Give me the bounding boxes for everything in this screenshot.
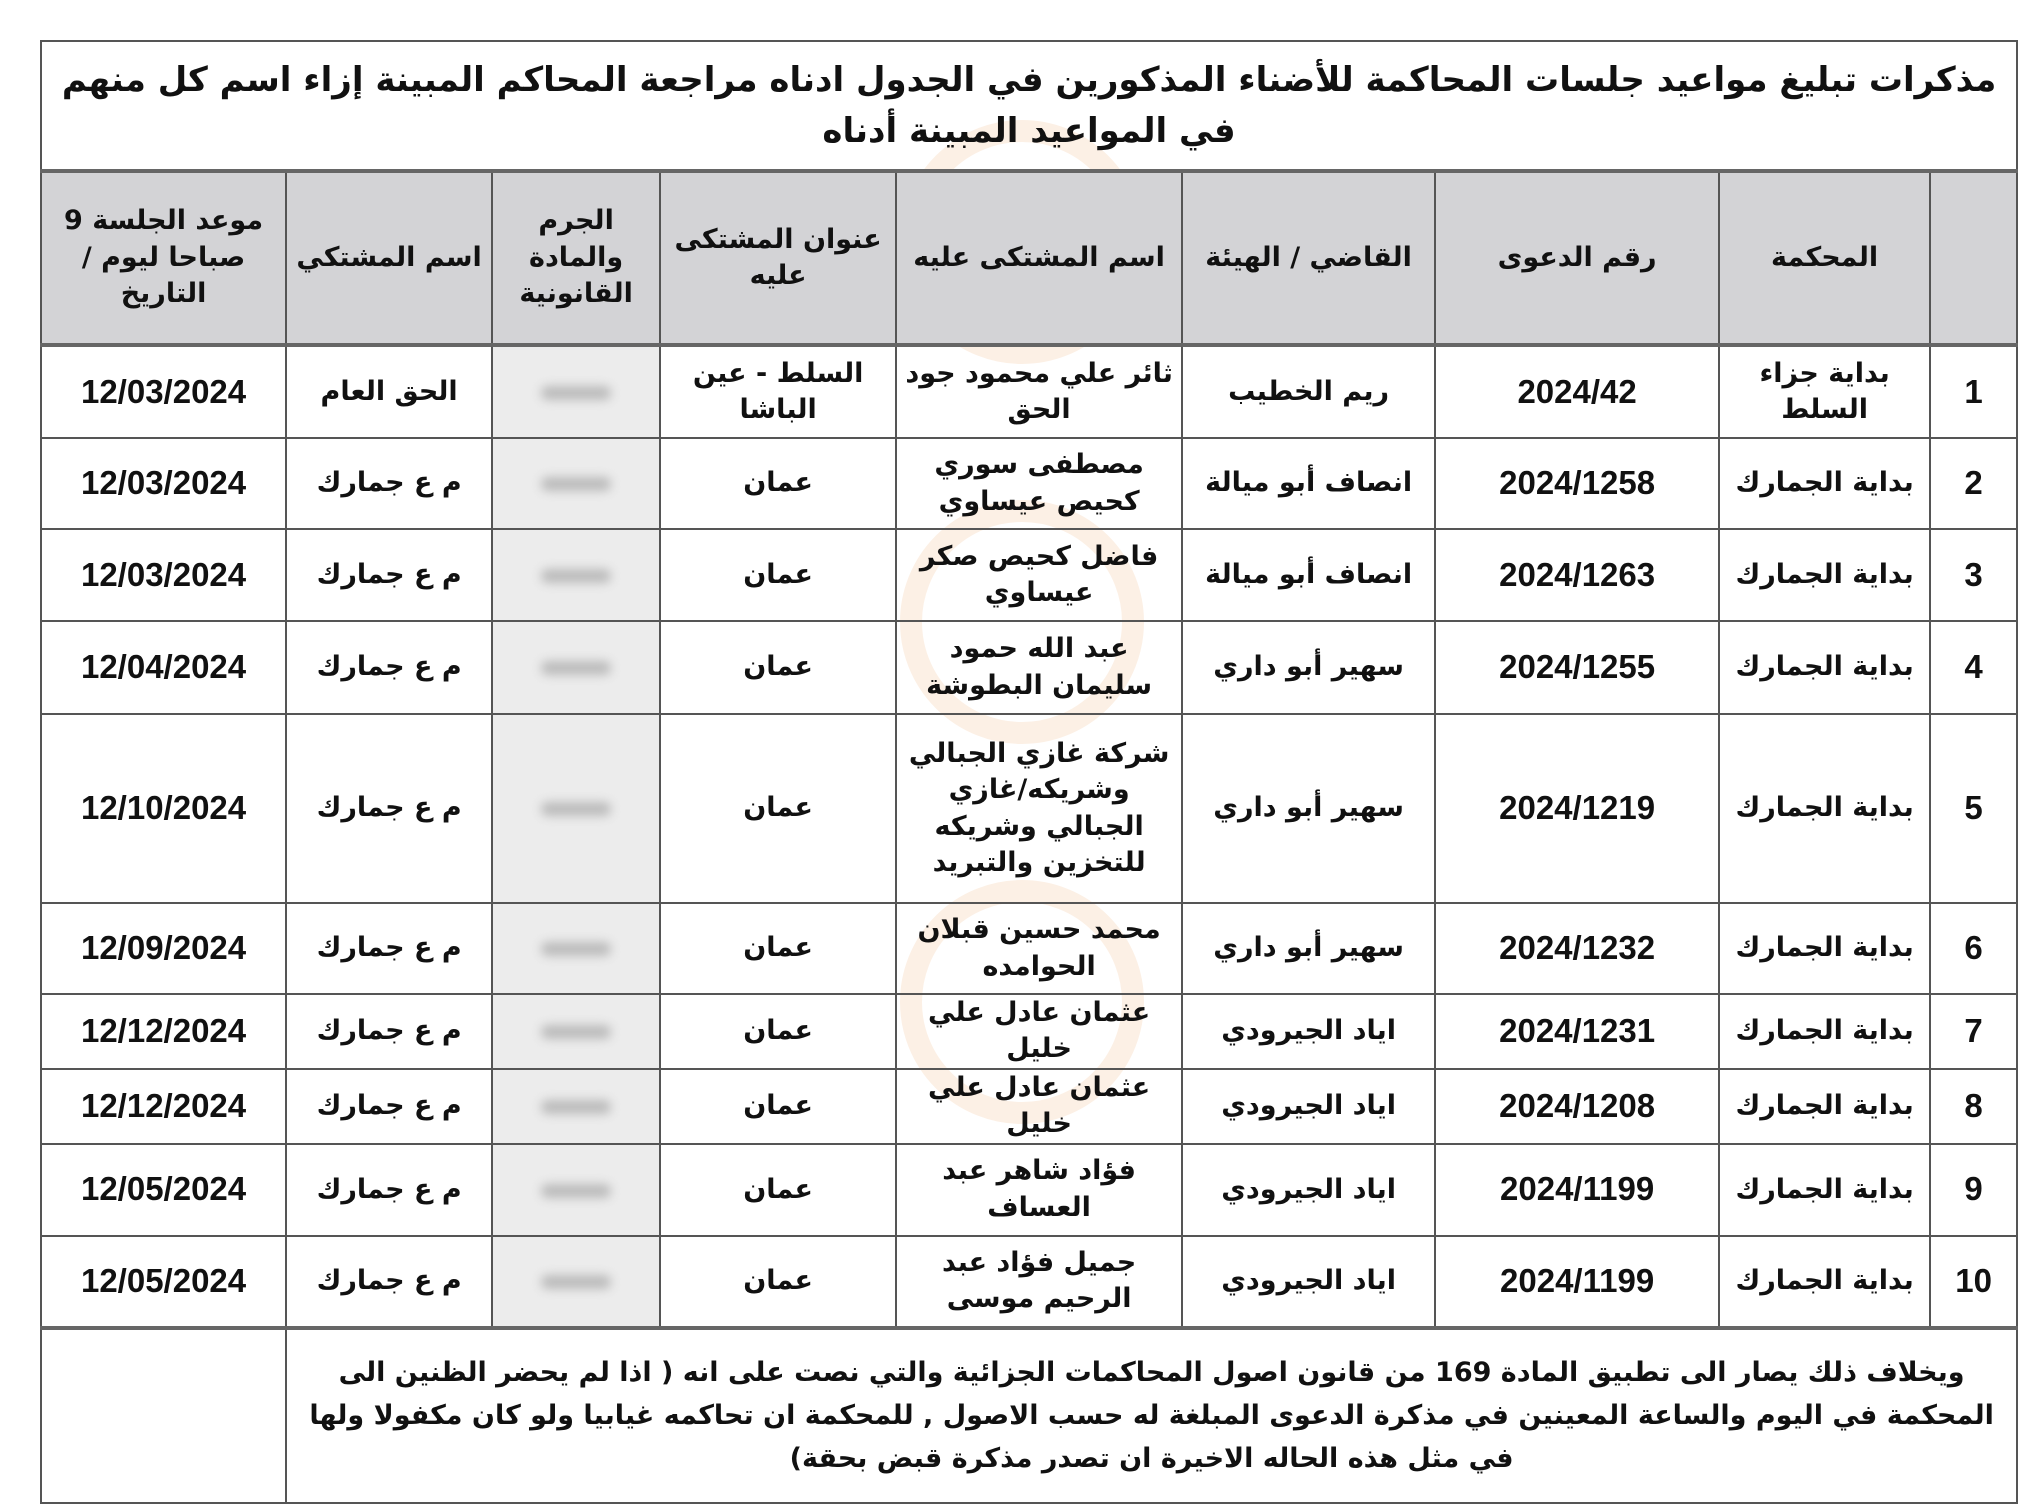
cell-case: 2024/1231 [1435,994,1719,1069]
cell-case: 2024/42 [1435,345,1719,438]
cell-num: 1 [1930,345,2017,438]
cell-court: بداية جزاء السلط [1719,345,1930,438]
redacted-blur [541,569,611,583]
cell-judge: اياد الجيرودي [1182,994,1435,1069]
cell-address: عمان [660,529,896,621]
cell-plaintiff: م ع جمارك [286,1144,492,1236]
header-plaintiff: اسم المشتكي [286,171,492,345]
table-row [41,903,2017,994]
cell-plaintiff: م ع جمارك [286,621,492,714]
table-row [41,621,2017,714]
cell-plaintiff: م ع جمارك [286,714,492,903]
cell-case: 2024/1208 [1435,1069,1719,1144]
cell-crime [492,994,660,1069]
header-address: عنوان المشتكى عليه [660,171,896,345]
cell-defendant: محمد حسين قبلان الحوامده [896,903,1182,994]
cell-crime [492,1069,660,1144]
cell-address: عمان [660,714,896,903]
cell-date: 12/05/2024 [41,1236,286,1328]
cell-judge: سهير أبو داري [1182,621,1435,714]
redacted-blur [541,1100,611,1114]
cell-crime [492,714,660,903]
cell-defendant: مصطفى سوري كحيص عيساوي [896,438,1182,529]
cell-court: بداية الجمارك [1719,1236,1930,1328]
cell-plaintiff: م ع جمارك [286,1069,492,1144]
cell-plaintiff: م ع جمارك [286,903,492,994]
cell-address: عمان [660,621,896,714]
cell-num: 5 [1930,714,2017,903]
cell-judge: ريم الخطيب [1182,345,1435,438]
cell-crime [492,529,660,621]
cell-address: عمان [660,1144,896,1236]
cell-court: بداية الجمارك [1719,438,1930,529]
cell-num: 4 [1930,621,2017,714]
cell-defendant: ثائر علي محمود جود الحق [896,345,1182,438]
cell-crime [492,345,660,438]
cell-court: بداية الجمارك [1719,621,1930,714]
cell-num: 6 [1930,903,2017,994]
redacted-blur [541,386,611,400]
redacted-blur [541,942,611,956]
header-case: رقم الدعوى [1435,171,1719,345]
cell-date: 12/03/2024 [41,438,286,529]
cell-case: 2024/1258 [1435,438,1719,529]
redacted-blur [541,1184,611,1198]
notice-document [40,40,2016,1504]
table-row [41,994,2017,1069]
cell-judge: اياد الجيرودي [1182,1069,1435,1144]
cell-defendant: عثمان عادل علي خليل [896,1069,1182,1144]
cell-case: 2024/1219 [1435,714,1719,903]
header-crime: الجرم والمادة القانونية [492,171,660,345]
cell-defendant: جميل فؤاد عبد الرحيم موسى [896,1236,1182,1328]
cell-plaintiff: م ع جمارك [286,1236,492,1328]
cell-court: بداية الجمارك [1719,903,1930,994]
cell-plaintiff: الحق العام [286,345,492,438]
cell-date: 12/05/2024 [41,1144,286,1236]
cell-crime [492,621,660,714]
redacted-blur [541,477,611,491]
cell-case: 2024/1199 [1435,1144,1719,1236]
table-row [41,1236,2017,1328]
legal-notice: ويخلاف ذلك يصار الى تطبيق المادة 169 من قانون اصول المحاكمات الجزائية والتي نصت على انه ( اذا لم يحضر الظنين الى المحكمة في اليوم والساعة المعينين في مذكرة الدعوى المبلغة له حسب الاصول , للمحكمة ان تحاكمه غيابيا ولو كان مكفولا ولها في مثل هذه الحاله الاخيرة ان تصدر مذكرة قبض بحقة) [286,1328,2017,1503]
cell-judge: انصاف أبو ميالة [1182,438,1435,529]
cell-court: بداية الجمارك [1719,994,1930,1069]
table-row [41,714,2017,903]
cell-address: عمان [660,903,896,994]
cell-date: 12/04/2024 [41,621,286,714]
table-row [41,1069,2017,1144]
cell-defendant: فاضل كحيص صكر عيساوي [896,529,1182,621]
empty-cell [41,1328,286,1503]
header-num [1930,171,2017,345]
cell-date: 12/12/2024 [41,1069,286,1144]
cell-date: 12/12/2024 [41,994,286,1069]
cell-address: عمان [660,1236,896,1328]
summons-table [40,40,2018,1504]
cell-case: 2024/1232 [1435,903,1719,994]
table-row [41,529,2017,621]
cell-judge: اياد الجيرودي [1182,1144,1435,1236]
cell-crime [492,1236,660,1328]
cell-plaintiff: م ع جمارك [286,438,492,529]
cell-date: 12/09/2024 [41,903,286,994]
cell-defendant: عثمان عادل علي خليل [896,994,1182,1069]
cell-defendant: شركة غازي الجبالي وشريكه/غازي الجبالي وشريكه للتخزين والتبريد [896,714,1182,903]
header-date: موعد الجلسة 9 صباحا ليوم / التاريخ [41,171,286,345]
cell-judge: انصاف أبو ميالة [1182,529,1435,621]
cell-case: 2024/1199 [1435,1236,1719,1328]
cell-date: 12/03/2024 [41,345,286,438]
table-row [41,438,2017,529]
redacted-blur [541,1275,611,1289]
cell-plaintiff: م ع جمارك [286,994,492,1069]
cell-address: عمان [660,438,896,529]
cell-crime [492,903,660,994]
document-title: مذكرات تبليغ مواعيد جلسات المحاكمة للأضناء المذكورين في الجدول ادناه مراجعة المحاكم المبينة إزاء اسم كل منهم في المواعيد المبينة أدناه [41,41,2017,171]
redacted-blur [541,802,611,816]
cell-num: 3 [1930,529,2017,621]
cell-num: 2 [1930,438,2017,529]
cell-address: عمان [660,994,896,1069]
table-row [41,345,2017,438]
cell-num: 8 [1930,1069,2017,1144]
cell-defendant: فؤاد شاهر عبد العساف [896,1144,1182,1236]
cell-judge: سهير أبو داري [1182,903,1435,994]
cell-court: بداية الجمارك [1719,1069,1930,1144]
cell-date: 12/03/2024 [41,529,286,621]
cell-num: 7 [1930,994,2017,1069]
cell-defendant: عبد الله حمود سليمان البطوشة [896,621,1182,714]
cell-case: 2024/1263 [1435,529,1719,621]
cell-crime [492,438,660,529]
redacted-blur [541,1025,611,1039]
cell-court: بداية الجمارك [1719,529,1930,621]
cell-judge: سهير أبو داري [1182,714,1435,903]
header-court: المحكمة [1719,171,1930,345]
cell-address: عمان [660,1069,896,1144]
cell-num: 10 [1930,1236,2017,1328]
cell-address: السلط - عين الباشا [660,345,896,438]
header-defendant: اسم المشتكى عليه [896,171,1182,345]
cell-court: بداية الجمارك [1719,1144,1930,1236]
cell-date: 12/10/2024 [41,714,286,903]
table-header [41,171,2017,345]
cell-plaintiff: م ع جمارك [286,529,492,621]
cell-case: 2024/1255 [1435,621,1719,714]
cell-judge: اياد الجيرودي [1182,1236,1435,1328]
cell-num: 9 [1930,1144,2017,1236]
redacted-blur [541,661,611,675]
cell-court: بداية الجمارك [1719,714,1930,903]
header-judge: القاضي / الهيئة [1182,171,1435,345]
cell-crime [492,1144,660,1236]
table-row [41,1144,2017,1236]
